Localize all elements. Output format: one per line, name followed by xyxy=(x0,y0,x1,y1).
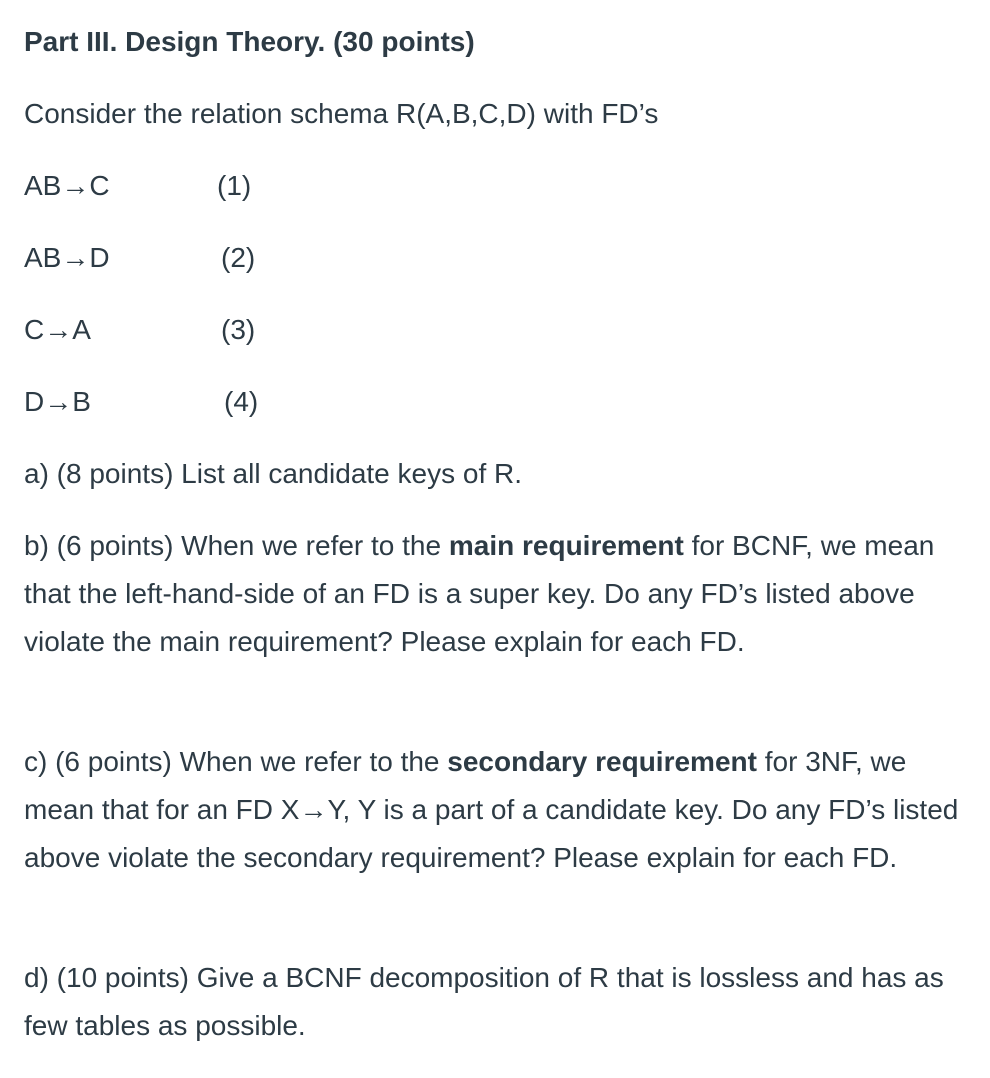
question-a: a) (8 points) List all candidate keys of R. xyxy=(24,458,523,489)
fd-row-2 xyxy=(24,238,424,278)
fd-row-3 xyxy=(24,310,424,350)
fd-row-4 xyxy=(24,382,424,422)
fd-expression: C→A xyxy=(24,314,91,345)
question-c-bold: secondary requirement xyxy=(447,746,757,777)
fd-number: (3) xyxy=(221,314,256,345)
fd-expression: AB→D xyxy=(24,242,110,273)
question-c-post: for 3NF, we mean that for an FD X→Y, Y is a part of a candidate key. Do any FD’s listed above violate the secondary requirement? Please explain for each FD. xyxy=(24,746,959,873)
fd-number: (1) xyxy=(217,170,252,201)
fd-number: (2) xyxy=(221,242,256,273)
fd-row-1 xyxy=(24,166,424,206)
question-b xyxy=(24,522,974,666)
question-c xyxy=(24,738,974,882)
part-title: Part III. Design Theory. (30 points) xyxy=(24,26,475,57)
question-c-pre: c) (6 points) When we refer to the xyxy=(24,746,448,777)
question-b-pre: b) (6 points) When we refer to the xyxy=(24,530,449,561)
fd-expression: AB→C xyxy=(24,170,110,201)
intro-text: Consider the relation schema R(A,B,C,D) with FD’s xyxy=(24,98,659,129)
fd-expression: D→B xyxy=(24,386,91,417)
question-b-post: for BCNF, we mean that the left-hand-side of an FD is a super key. Do any FD’s listed above violate the main requirement? Please explain for each FD. xyxy=(24,530,935,657)
question-b-bold: main requirement xyxy=(448,530,684,561)
fd-number: (4) xyxy=(224,386,259,417)
question-d: d) (10 points) Give a BCNF decomposition of R that is lossless and has as few tables as possible. xyxy=(24,962,944,1041)
